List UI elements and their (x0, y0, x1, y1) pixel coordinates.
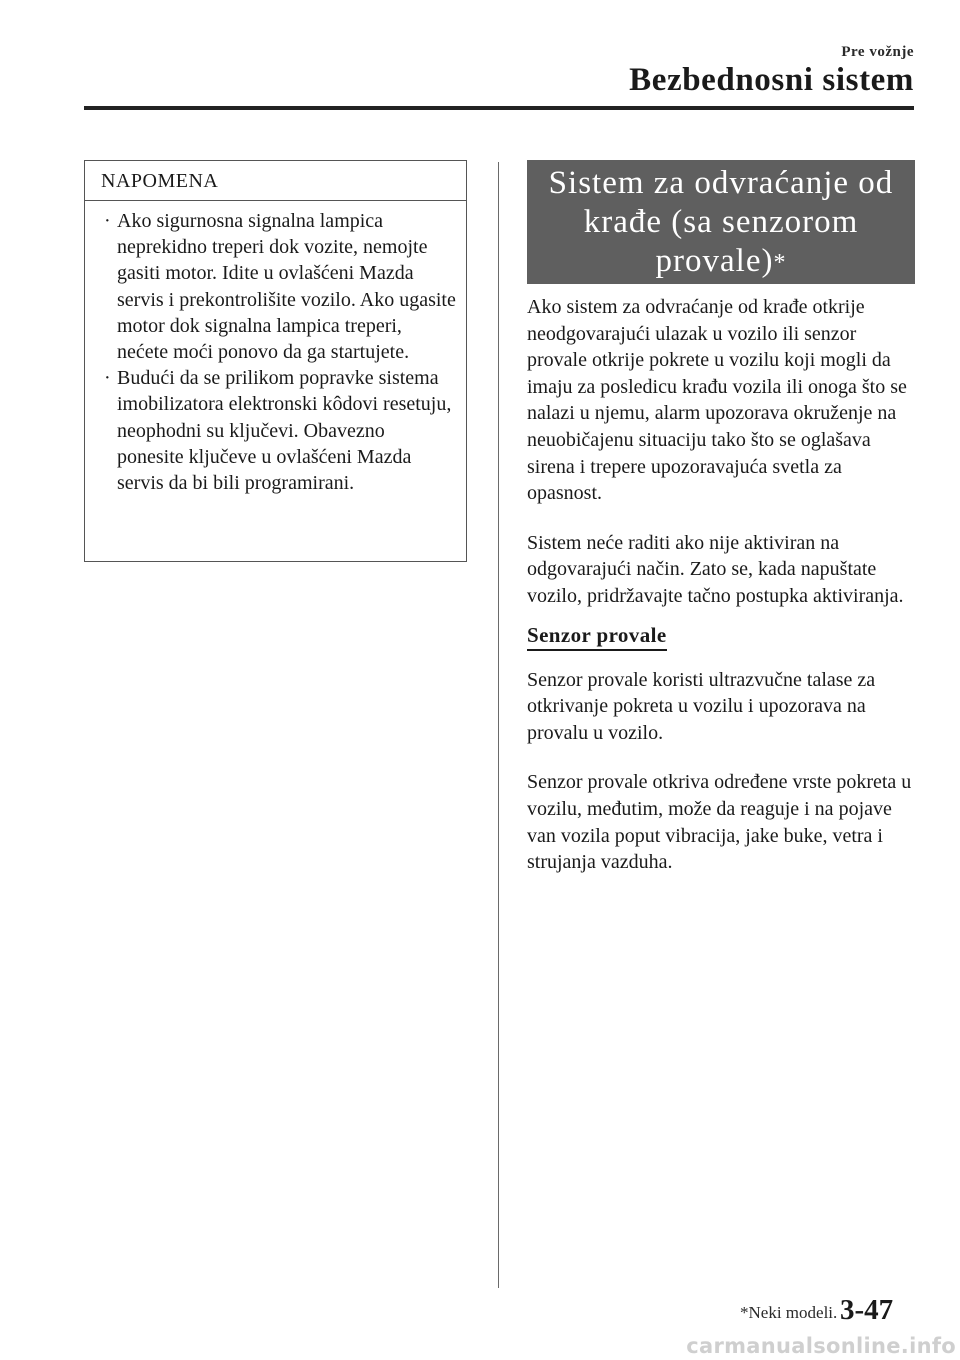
note-list (85, 201, 466, 496)
page-number: 3-47 (840, 1294, 894, 1326)
body-paragraph: Ako sistem za odvraćanje od krađe otkrije neodgovarajući ulazak u vozilo ili senzor provale otkrije pokrete u vozilu koji mogli da imaju za posledicu krađu vozila ili onoga što se nalazi u njemu, alarm upozorava okruženje na neuobičajenu situaciju tako što se oglašava sirena i trepere upozoravajuća svetla za opasnost. (527, 296, 907, 505)
bullet-marker: · (104, 210, 111, 232)
header-rule (84, 106, 914, 110)
body-paragraph: Senzor provale otkriva određene vrste pokreta u vozilu, međutim, može da reaguje i na pojave van vozila poput vibracija, jake buke, vetra i strujanja vazduha. (527, 771, 912, 874)
chapter-title: Pre vožnje (841, 44, 914, 60)
section-heading-line (527, 242, 915, 281)
watermark: carmanualsonline.info (686, 1334, 956, 1358)
body-paragraph: Sistem neće raditi ako nije aktiviran na odgovarajući način. Zato se, kada napuštate vozilo, pridržavajte tačno postupka aktiviranja. (527, 531, 904, 607)
footnote-text: *Neki modeli. (740, 1303, 838, 1322)
note-item (85, 365, 466, 496)
note-item-text: Budući da se prilikom popravke sistema imobilizatora elektronski kôdovi resetuju, neophodni su ključevi. Obavezno ponesite ključeve u ovlašćeni Mazda servis da bi bili programirani. (117, 367, 452, 495)
note-item-text: Ako sigurnosna signalna lampica neprekidno treperi dok vozite, nemojte gasiti motor. Idite u ovlašćeni Mazda servis i prekontrolišite vozilo. Ako ugasite motor dok signalna lampica treperi, nećete moći ponovo da ga startujete. (117, 210, 456, 364)
section-heading-text: provale) (655, 243, 774, 279)
section-heading-line: Sistem za odvraćanje od (548, 165, 894, 201)
bullet-marker: · (104, 367, 111, 390)
footnote-asterisk: * (773, 250, 787, 276)
body-paragraph: Senzor provale koristi ultrazvučne talase za otkrivanje pokreta u vozilu i upozorava na provalu u vozilo. (527, 668, 876, 744)
section-title: Bezbednosni sistem (629, 62, 914, 98)
section-heading-line: krađe (sa senzorom (583, 204, 859, 240)
note-box (84, 160, 467, 562)
right-column (527, 294, 917, 876)
column-divider (498, 162, 499, 1288)
note-title: NAPOMENA (85, 161, 466, 201)
section-heading-banner (527, 160, 915, 284)
subheading-senzor-provale: Senzor provale (527, 622, 667, 651)
note-item (85, 208, 466, 365)
